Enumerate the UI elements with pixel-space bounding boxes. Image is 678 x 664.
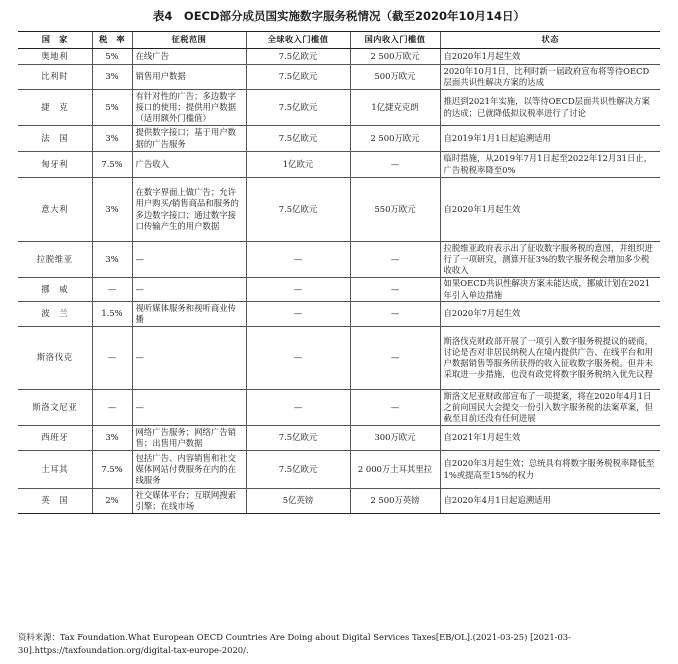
cell-domestic-threshold: 2 500万欧元 xyxy=(350,126,440,152)
cell-global-threshold: — xyxy=(246,327,350,390)
cell-scope: 广告收入 xyxy=(132,152,246,178)
cell-status: 自2020年1月起生效 xyxy=(440,49,660,65)
cell-rate: 7.5% xyxy=(92,152,132,178)
table-row xyxy=(18,65,660,90)
cell-status: 自2020年7月起生效 xyxy=(440,302,660,327)
cell-rate: — xyxy=(92,327,132,390)
source-note: 资料来源：Tax Foundation.What European OECD Countries Are Doing about Digital Services Taxes[EB/OL].(2021-03-25) [2021-03-30].https://taxfoundation.org/digital-tax-europe-2020/. xyxy=(18,632,571,655)
cell-status: 斯洛伐克财政部开展了一项引入数字服务税提议的磋商，讨论是否对非居民纳税人在境内提供广告、在线平台和用户数据销售等服务所获得的收入征收数字服务税。但并未采取进一步措施，也没有政党将数字服务税纳入优先议程 xyxy=(440,327,660,390)
table-row xyxy=(18,489,660,514)
dst-table xyxy=(18,31,660,514)
table-row xyxy=(18,49,660,65)
table-row xyxy=(18,242,660,278)
cell-global-threshold: 7.5亿欧元 xyxy=(246,126,350,152)
cell-global-threshold: — xyxy=(246,242,350,278)
cell-status: 斯洛文尼亚财政部宣布了一项提案，将在2020年4月1日之前向国民大会提交一份引入数字服务税的法案草案，但截至目前还没有任何进展 xyxy=(440,390,660,426)
cell-rate: 5% xyxy=(92,90,132,126)
cell-global-threshold: 7.5亿欧元 xyxy=(246,90,350,126)
cell-scope: 有针对性的广告；多边数字接口的使用；提供用户数据（适用额外门槛值） xyxy=(132,90,246,126)
cell-scope: — xyxy=(132,242,246,278)
cell-domestic-threshold: — xyxy=(350,242,440,278)
cell-scope: — xyxy=(132,278,246,302)
cell-status: 自2021年1月起生效 xyxy=(440,426,660,451)
header-global-threshold: 全球收入门槛值 xyxy=(246,32,350,49)
cell-country: 拉脱维亚 xyxy=(18,242,92,278)
cell-global-threshold: — xyxy=(246,390,350,426)
cell-scope: 网络广告服务；网络广告销售；出售用户数据 xyxy=(132,426,246,451)
cell-domestic-threshold: — xyxy=(350,390,440,426)
cell-domestic-threshold: 1亿捷克克朗 xyxy=(350,90,440,126)
cell-rate: 2% xyxy=(92,489,132,514)
cell-country: 匈牙利 xyxy=(18,152,92,178)
cell-rate: 7.5% xyxy=(92,451,132,489)
cell-domestic-threshold: 550万欧元 xyxy=(350,178,440,242)
header-scope: 征税范围 xyxy=(132,32,246,49)
table-row xyxy=(18,278,660,302)
cell-global-threshold: 7.5亿欧元 xyxy=(246,426,350,451)
cell-global-threshold: 7.5亿欧元 xyxy=(246,178,350,242)
table-row xyxy=(18,426,660,451)
cell-status: 自2019年1月1日起追溯适用 xyxy=(440,126,660,152)
header-row xyxy=(18,32,660,49)
cell-country: 法 国 xyxy=(18,126,92,152)
cell-status: 2020年10月1日，比利时新一届政府宣布将等待OECD层面共识性解决方案的达成 xyxy=(440,65,660,90)
cell-rate: — xyxy=(92,278,132,302)
cell-scope: 视听媒体服务和视听商业传播 xyxy=(132,302,246,327)
cell-domestic-threshold: 2 500万英镑 xyxy=(350,489,440,514)
table-row xyxy=(18,302,660,327)
cell-domestic-threshold: 2 000万土耳其里拉 xyxy=(350,451,440,489)
cell-global-threshold: 7.5亿欧元 xyxy=(246,65,350,90)
cell-country: 比利时 xyxy=(18,65,92,90)
cell-scope: 提供数字接口；基于用户数据的广告服务 xyxy=(132,126,246,152)
cell-country: 斯洛伐克 xyxy=(18,327,92,390)
cell-country: 捷 克 xyxy=(18,90,92,126)
cell-scope: 在数字界面上做广告；允许用户购买/销售商品和服务的多边数字接口；通过数字接口传输产生的用户数据 xyxy=(132,178,246,242)
cell-scope: 社交媒体平台；互联网搜索引擎；在线市场 xyxy=(132,489,246,514)
cell-global-threshold: 1亿欧元 xyxy=(246,152,350,178)
cell-scope: 包括广告、内容销售和社交媒体网站付费服务在内的在线服务 xyxy=(132,451,246,489)
cell-country: 挪 威 xyxy=(18,278,92,302)
header-country: 国 家 xyxy=(18,32,92,49)
cell-rate: 3% xyxy=(92,242,132,278)
cell-status: 自2020年1月起生效 xyxy=(440,178,660,242)
table-title: 表4 OECD部分成员国实施数字服务税情况（截至2020年10月14日） xyxy=(152,9,526,23)
cell-global-threshold: 5亿英镑 xyxy=(246,489,350,514)
cell-global-threshold: 7.5亿欧元 xyxy=(246,49,350,65)
cell-rate: 3% xyxy=(92,126,132,152)
cell-global-threshold: — xyxy=(246,302,350,327)
table-row xyxy=(18,327,660,390)
cell-scope: 销售用户数据 xyxy=(132,65,246,90)
cell-domestic-threshold: — xyxy=(350,278,440,302)
cell-country: 奥地利 xyxy=(18,49,92,65)
cell-rate: 3% xyxy=(92,65,132,90)
cell-global-threshold: 7.5亿欧元 xyxy=(246,451,350,489)
table-row xyxy=(18,390,660,426)
cell-domestic-threshold: — xyxy=(350,152,440,178)
cell-scope: 在线广告 xyxy=(132,49,246,65)
table-body xyxy=(18,49,660,514)
cell-rate: 1.5% xyxy=(92,302,132,327)
cell-domestic-threshold: 300万欧元 xyxy=(350,426,440,451)
cell-country: 斯洛文尼亚 xyxy=(18,390,92,426)
header-domestic-threshold: 国内收入门槛值 xyxy=(350,32,440,49)
cell-status: 拉脱维亚政府表示出了征收数字服务税的意图，并组织进行了一项研究，测算开征3%的数字服务税会增加多少税收收入 xyxy=(440,242,660,278)
cell-status: 推迟到2021年实施，以等待OECD层面共识性解决方案的达成；已就降低拟议税率进行了讨论 xyxy=(440,90,660,126)
cell-country: 波 兰 xyxy=(18,302,92,327)
cell-rate: 3% xyxy=(92,178,132,242)
cell-country: 西班牙 xyxy=(18,426,92,451)
cell-scope: — xyxy=(132,327,246,390)
cell-country: 土耳其 xyxy=(18,451,92,489)
header-status: 状态 xyxy=(440,32,660,49)
table-row xyxy=(18,178,660,242)
cell-scope: — xyxy=(132,390,246,426)
cell-status: 临时措施，从2019年7月1日起至2022年12月31日止，广告税税率降至0% xyxy=(440,152,660,178)
header-rate: 税 率 xyxy=(92,32,132,49)
cell-status: 如果OECD共识性解决方案未能达成，挪威计划在2021年引入单边措施 xyxy=(440,278,660,302)
cell-domestic-threshold: — xyxy=(350,302,440,327)
table-row xyxy=(18,152,660,178)
cell-country: 意大利 xyxy=(18,178,92,242)
cell-rate: 3% xyxy=(92,426,132,451)
cell-rate: — xyxy=(92,390,132,426)
cell-global-threshold: — xyxy=(246,278,350,302)
cell-status: 自2020年3月起生效；总统具有将数字服务税税率降低至1%或提高至15%的权力 xyxy=(440,451,660,489)
cell-domestic-threshold: 2 500万欧元 xyxy=(350,49,440,65)
cell-rate: 5% xyxy=(92,49,132,65)
table-row xyxy=(18,126,660,152)
cell-country: 英 国 xyxy=(18,489,92,514)
cell-domestic-threshold: 500万欧元 xyxy=(350,65,440,90)
cell-domestic-threshold: — xyxy=(350,327,440,390)
table-row xyxy=(18,90,660,126)
cell-status: 自2020年4月1日起追溯适用 xyxy=(440,489,660,514)
table-row xyxy=(18,451,660,489)
